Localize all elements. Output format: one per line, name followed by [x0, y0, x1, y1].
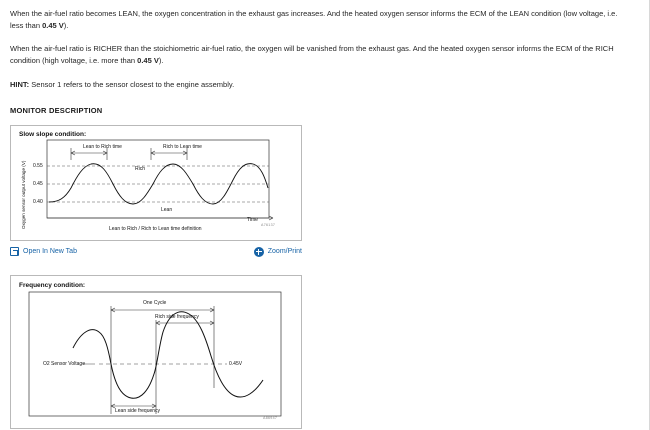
figure1-label-rich-to-lean-time: Rich to Lean time — [163, 143, 202, 150]
figure1-title: Slow slope condition: — [19, 130, 87, 138]
paragraph-lean — [10, 8, 625, 31]
paragraph-lean-voltage: 0.45 V — [42, 20, 64, 30]
figure2-label-lean-side-frequency: Lean side frequency — [115, 407, 161, 414]
paragraph-rich-text-2: ). — [158, 55, 164, 65]
figure2-credit: A86947 — [263, 415, 278, 420]
figure1-toolbar — [10, 247, 302, 257]
figure1-ytick-055: 0.55 — [33, 162, 43, 169]
hint-note — [10, 79, 640, 90]
figure-slow-slope-condition — [10, 125, 302, 241]
figure2-label-one-cycle: One Cycle — [143, 299, 167, 306]
figure2-title: Frequency condition: — [19, 281, 86, 289]
paragraph-rich-voltage: 0.45 V — [137, 55, 159, 65]
open-in-new-tab-icon — [10, 247, 19, 256]
open-in-new-tab-button[interactable] — [10, 247, 77, 256]
open-in-new-tab-label: Open In New Tab — [23, 248, 77, 256]
figure1-label-lean: Lean — [161, 206, 173, 213]
figure-slow-slope-canvas — [11, 126, 301, 240]
figure1-label-lean-to-rich-time: Lean to Rich time — [83, 143, 122, 150]
figure2-label-o2-sensor-voltage: O2 Sensor Voltage — [43, 360, 85, 367]
zoom-print-label: Zoom/Print — [267, 248, 302, 256]
figure1-label-time-axis: Time — [247, 216, 258, 223]
figure-frequency-canvas — [11, 276, 301, 428]
figure2-plot — [11, 276, 301, 428]
section-title-monitor-description: MONITOR DESCRIPTION — [10, 105, 103, 115]
figure1-plot — [11, 126, 301, 240]
figure1-credit: A76137 — [261, 222, 276, 227]
zoom-plus-icon — [254, 247, 264, 257]
paragraph-rich-text-1: When the air-fuel ratio is RICHER than the stoichiometric air-fuel ratio, the oxygen will be vanished from the exhaust gas. And the heated oxygen sensor informs the ECM of the RICH condition (high voltage, i.e. more than — [10, 44, 614, 65]
figure1-ytick-045: 0.45 — [33, 180, 43, 187]
hint-text: Sensor 1 refers to the sensor closest to the engine assembly. — [31, 79, 235, 89]
figure1-label-rich: Rich — [135, 165, 146, 172]
zoom-print-button[interactable] — [254, 247, 302, 257]
figure1-ytick-040: 0.40 — [33, 198, 43, 205]
paragraph-lean-text-1: When the air-fuel ratio becomes LEAN, the oxygen concentration in the exhaust gas increases. And the heated oxygen sensor informs the ECM of the LEAN condition (low voltage, i.e. less than — [10, 9, 618, 30]
paragraph-lean-text-2: ). — [63, 20, 69, 30]
paragraph-rich — [10, 43, 625, 66]
figure-frequency-condition — [10, 275, 302, 429]
figure1-caption: Lean to Rich / Rich to Lean time definition — [109, 225, 202, 232]
figure1-y-axis-label: Oxygen sensor output voltage (V) — [21, 160, 26, 229]
figure2-label-rich-side-frequency: Rich side frequency — [155, 313, 199, 320]
hint-label: HINT: — [10, 79, 30, 89]
figure2-label-threshold: 0.45V — [229, 360, 243, 367]
